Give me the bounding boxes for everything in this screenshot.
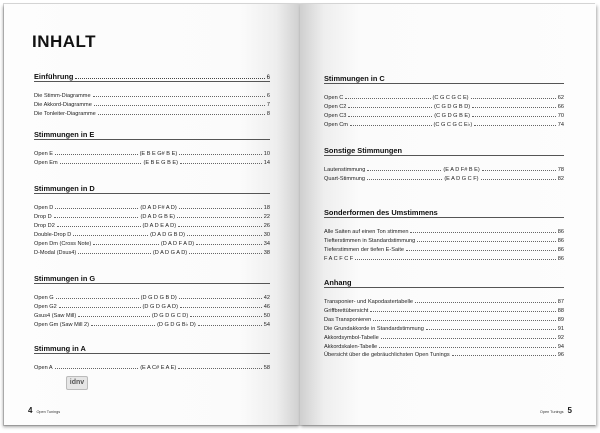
toc-entry-label: Transponier- und Kapodastertabelle: [324, 299, 414, 305]
dot-leader: [471, 98, 556, 99]
dot-leader: [178, 368, 262, 369]
left-folio: [28, 406, 60, 415]
toc-entry-tuning: (D G D G B D): [140, 295, 177, 301]
toc-entry-label: Das Transponieren: [324, 316, 372, 323]
toc-entry[interactable]: [324, 238, 564, 244]
toc-entry-label: Open Em: [34, 159, 58, 166]
toc-entry[interactable]: [34, 223, 270, 229]
toc-entry-label: Übersicht über die gebräuchlichsten Open Tunings: [324, 352, 450, 359]
toc-entry-page: 96: [557, 352, 564, 359]
dot-leader: [73, 235, 148, 236]
toc-entry-tuning: (D A D G A D): [152, 249, 188, 256]
toc-entry-page: 42: [263, 295, 271, 301]
section-heading-text: Einführung: [34, 72, 74, 81]
section-heading: [324, 208, 564, 217]
dot-leader: [452, 355, 556, 356]
dot-leader: [381, 338, 556, 339]
page-number: 5: [567, 406, 572, 415]
dot-leader: [91, 325, 155, 326]
toc-entry-label: Open G: [34, 295, 54, 301]
toc-entry-page: 26: [263, 222, 270, 229]
toc-entry[interactable]: [34, 232, 270, 238]
toc-entry[interactable]: [34, 250, 270, 256]
toc-entry-tuning: (E B E G# B E): [139, 151, 178, 157]
toc-entry-label: F A C F C F: [324, 255, 354, 262]
toc-entry[interactable]: [34, 102, 270, 108]
toc-entry[interactable]: [324, 104, 564, 110]
section-heading-text: Stimmungen in E: [34, 130, 95, 139]
dot-leader: [345, 98, 430, 99]
toc-entry[interactable]: [34, 160, 270, 166]
toc-entry-page: 70: [557, 112, 564, 119]
toc-entry[interactable]: [324, 176, 564, 182]
toc-entry-label: Tiefterstimmen in Standardstimmung: [324, 237, 416, 244]
dot-leader: [180, 163, 262, 164]
toc-entry-label: Die Grundakkorde in Standardstimmung: [324, 325, 424, 332]
toc-entry-label: D-Modal (Dsus4): [34, 249, 77, 256]
dot-leader: [177, 217, 262, 218]
toc-entry-page: 54: [263, 321, 271, 328]
dot-leader: [93, 244, 159, 245]
toc-entry-page: 58: [263, 365, 271, 371]
section-heading-row: [324, 278, 564, 287]
toc-entry-label: Open E: [34, 151, 53, 157]
toc-entry-page: 22: [263, 213, 270, 220]
toc-entry-page: 94: [557, 343, 564, 350]
toc-entry-page: 34: [263, 240, 271, 247]
toc-entry-page: 50: [263, 312, 270, 319]
dot-leader: [59, 307, 141, 308]
dot-leader: [410, 232, 555, 233]
toc-entry[interactable]: [34, 151, 270, 157]
section-rule: [324, 287, 564, 288]
toc-entry-label: Drop D2: [34, 222, 55, 229]
toc-entry[interactable]: [34, 205, 270, 211]
toc-entry-label: Tieferstimmen der tiefen E-Saite: [324, 246, 405, 253]
section-heading-text: Anhang: [324, 278, 352, 287]
section-rule: [34, 139, 270, 140]
dot-leader: [78, 316, 150, 317]
toc-entry-label: Open A: [34, 365, 53, 371]
section-heading-row: [324, 146, 564, 155]
toc-entry-label: Akkordskalen-Tabelle: [324, 343, 378, 350]
dot-leader: [56, 298, 139, 299]
dot-leader: [98, 114, 265, 115]
toc-entry-page: 82: [557, 175, 564, 182]
toc-entry-tuning: (E B E G B E): [143, 159, 178, 166]
toc-entry-page: 87: [557, 299, 564, 305]
dot-leader: [178, 226, 262, 227]
publisher-logo: idnv: [66, 376, 88, 390]
toc-entry[interactable]: [324, 352, 564, 358]
toc-entry-label: Griffbrettübersicht: [324, 307, 369, 314]
dot-leader: [57, 226, 141, 227]
toc-entry-tuning: (D A D F# A D): [140, 205, 177, 211]
section-heading: [34, 72, 270, 81]
dot-leader: [179, 298, 262, 299]
toc-entry[interactable]: [324, 344, 564, 350]
toc-entry[interactable]: [34, 313, 270, 319]
toc-entry-page: 89: [557, 316, 564, 323]
toc-entry-page: 88: [557, 307, 564, 314]
section-heading-row: [34, 184, 270, 193]
section-heading-text: Sonstige Stimmungen: [324, 146, 403, 155]
toc-entry-tuning: (D A D E A D): [142, 222, 177, 229]
toc-entry-page: 86: [557, 237, 564, 244]
toc-entry-tuning: (C G D G B D): [434, 103, 471, 110]
toc-entry[interactable]: [324, 335, 564, 341]
running-title: Open Tunings: [539, 410, 564, 414]
left-page: [4, 4, 300, 425]
toc-entry-page: 78: [557, 167, 564, 173]
section-heading-row: [34, 274, 270, 283]
section-heading-row: [324, 74, 564, 83]
toc-entry-label: Die Stimm-Diagramme: [34, 93, 91, 99]
toc-entry[interactable]: [324, 308, 564, 314]
dot-leader: [55, 154, 138, 155]
toc-entry[interactable]: [324, 317, 564, 323]
toc-entry-label: Akkordsymbol-Tabelle: [324, 334, 379, 341]
toc-entry-page: 66: [557, 103, 564, 110]
section-heading-text: Sonderformen des Umstimmens: [324, 208, 438, 217]
dot-leader: [54, 217, 139, 218]
dot-leader: [348, 107, 432, 108]
dot-leader: [55, 368, 139, 369]
toc-entry-page: 38: [263, 249, 270, 256]
toc-entry-label: Open C3: [324, 112, 347, 119]
dot-leader: [198, 325, 262, 326]
dot-leader: [78, 253, 151, 254]
toc-entry-label: Open Gm (Saw Mill 2): [34, 321, 90, 328]
dot-leader: [367, 170, 441, 171]
dot-leader: [379, 347, 556, 348]
section-heading-row: [324, 208, 564, 217]
toc-entry-label: Open C: [324, 95, 344, 101]
dot-leader: [187, 235, 262, 236]
toc-entry-page: 6: [266, 93, 270, 99]
dot-leader: [93, 96, 265, 97]
toc-entry-page: 8: [266, 110, 270, 117]
section-heading: [324, 146, 564, 155]
toc-entry-page: 10: [263, 151, 270, 157]
dot-leader: [355, 259, 556, 260]
dot-leader: [482, 170, 556, 171]
toc-entry[interactable]: [34, 241, 270, 247]
dot-leader: [367, 179, 442, 180]
section-rule: [324, 83, 564, 84]
dot-leader: [474, 125, 556, 126]
section-heading: [34, 130, 270, 139]
toc-entry-label: Open G2: [34, 303, 57, 310]
section-rule: [324, 155, 564, 156]
toc-entry-label: Alle Saiten auf einen Ton stimmen: [324, 229, 409, 235]
toc-entry-tuning: (C G C G C E♭): [433, 121, 473, 128]
toc-entry-tuning: (E A D F# B E): [443, 167, 480, 173]
toc-entry-label: Die Tonleiter-Diagramme: [34, 110, 96, 117]
dot-leader: [348, 116, 432, 117]
section-heading-row: [34, 72, 270, 81]
toc-entry-label: Open D: [34, 205, 54, 211]
right-folio: [540, 406, 572, 415]
section-heading: [324, 278, 564, 287]
dot-leader: [426, 329, 556, 330]
toc-entry-tuning: (D A D G B E): [140, 213, 175, 220]
toc-entry-label: Double-Drop D: [34, 231, 72, 238]
section-heading-row: [34, 344, 270, 353]
toc-entry[interactable]: [324, 95, 564, 101]
toc-entry[interactable]: [34, 295, 270, 301]
toc-entry[interactable]: [34, 304, 270, 310]
section-rule: [34, 283, 270, 284]
toc-entry-page: 46: [263, 303, 270, 310]
dot-leader: [179, 154, 262, 155]
section-heading-text: Stimmungen in G: [34, 274, 96, 283]
section-heading-row: [34, 130, 270, 139]
toc-entry[interactable]: [34, 365, 270, 371]
dot-leader: [370, 311, 555, 312]
toc-entry-label: Open Dm (Cross Note): [34, 240, 92, 247]
toc-entry-page: 74: [557, 121, 565, 128]
dot-leader: [472, 107, 556, 108]
toc-entry-tuning: (D G D G C D): [151, 312, 189, 319]
toc-entry[interactable]: [34, 111, 270, 117]
toc-entry-page: 92: [557, 334, 564, 341]
toc-entry-label: Drop D: [34, 213, 52, 220]
toc-entry-tuning: (C G C G C E): [432, 95, 469, 101]
toc-entry-label: Quart-Stimmung: [324, 175, 366, 182]
toc-entry-tuning: (E A D G C F): [444, 175, 479, 182]
dot-leader: [406, 250, 556, 251]
section-heading-text: Stimmung in A: [34, 344, 86, 353]
toc-entry-label: Open Cm: [324, 121, 348, 128]
dot-leader: [179, 208, 262, 209]
dot-leader: [415, 302, 556, 303]
toc-entry-label: Open C2: [324, 103, 347, 110]
book-spread: [4, 4, 596, 429]
toc-entry-label: Gsus4 (Saw Mill): [34, 312, 77, 319]
toc-entry-label: Lautenstimmung: [324, 167, 366, 173]
toc-entry[interactable]: [324, 326, 564, 332]
dot-leader: [350, 125, 432, 126]
toc-entry-page: 91: [557, 325, 564, 332]
dot-leader: [417, 241, 556, 242]
toc-entry[interactable]: [324, 113, 564, 119]
section-page-number: 6: [266, 75, 270, 81]
toc-entry-tuning: (E A C# E A E): [140, 365, 177, 371]
section-rule: [34, 353, 270, 354]
toc-entry[interactable]: [34, 322, 270, 328]
section-heading: [34, 184, 270, 193]
dot-leader: [180, 307, 262, 308]
right-page: [300, 4, 596, 425]
toc-entry[interactable]: [324, 229, 564, 235]
section-heading: [34, 344, 270, 353]
dot-leader: [55, 208, 138, 209]
toc-entry-page: 14: [263, 159, 271, 166]
toc-entry-page: 86: [557, 255, 564, 262]
running-title: Open Tunings: [36, 410, 61, 414]
page-number: 4: [28, 406, 33, 415]
toc-entry[interactable]: [324, 167, 564, 173]
dot-leader: [472, 116, 556, 117]
dot-leader: [190, 316, 262, 317]
dot-leader: [481, 179, 556, 180]
section-heading-text: Stimmungen in C: [324, 74, 385, 83]
toc-entry-page: 86: [557, 246, 564, 253]
toc-entry[interactable]: [34, 93, 270, 99]
toc-entry[interactable]: [324, 122, 564, 128]
section-heading: [34, 274, 270, 283]
toc-entry-tuning: (D G D G B♭ D): [157, 321, 196, 328]
section-rule: [34, 193, 270, 194]
dot-leader: [373, 320, 556, 321]
toc-entry-page: 30: [263, 231, 271, 238]
section-rule: [324, 217, 564, 218]
toc-entry[interactable]: [34, 214, 270, 220]
dot-leader: [60, 163, 142, 164]
toc-entry-page: 86: [557, 229, 564, 235]
dot-leader: [94, 105, 265, 106]
toc-entry-page: 7: [266, 101, 270, 108]
section-heading-text: Stimmungen in D: [34, 184, 95, 193]
toc-entry-tuning: (D G D G A D): [142, 303, 178, 310]
toc-entry[interactable]: [324, 299, 564, 305]
page-title: INHALT: [32, 32, 97, 51]
dot-leader: [196, 244, 262, 245]
toc-entry-page: 62: [557, 95, 565, 101]
toc-entry-page: 18: [263, 205, 271, 211]
dot-leader: [189, 253, 262, 254]
toc-entry-tuning: (D A D F A D): [160, 240, 195, 247]
dot-leader: [75, 78, 264, 79]
toc-entry-tuning: (D A D G B D): [150, 231, 185, 238]
toc-entry[interactable]: [324, 247, 564, 253]
toc-entry-tuning: (C G D G B E): [434, 112, 470, 119]
toc-entry-label: Die Akkord-Diagramme: [34, 101, 92, 108]
section-heading: [324, 74, 564, 83]
toc-entry[interactable]: [324, 256, 564, 262]
section-rule: [34, 81, 270, 82]
